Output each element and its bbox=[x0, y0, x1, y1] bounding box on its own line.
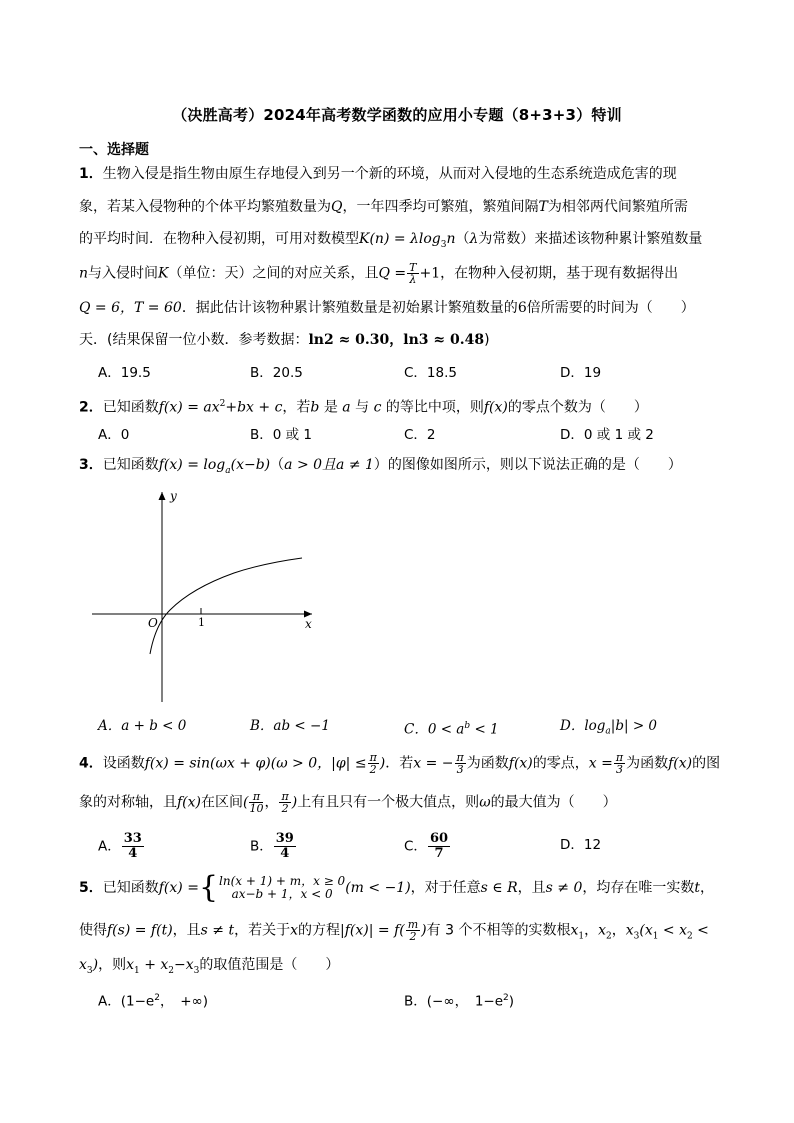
frac-den: 4 bbox=[280, 846, 290, 861]
q5-math: x bbox=[570, 922, 579, 939]
q3-option-d-text: D．log bbox=[560, 718, 606, 734]
q4-text: 为函数 bbox=[626, 755, 669, 772]
q4-option-b-letter: B． bbox=[250, 838, 273, 855]
q3-line-1 bbox=[79, 455, 682, 481]
q1-option-b[interactable]: B．20.5 bbox=[250, 365, 303, 381]
q4-math: ) bbox=[379, 755, 386, 772]
section-heading: 一、选择题 bbox=[79, 142, 149, 158]
q1-text: 与入侵时间 bbox=[88, 265, 159, 282]
q1-math: +1 bbox=[419, 265, 441, 282]
q5-math: ) bbox=[421, 922, 427, 939]
q2-text: 的等比中项，则 bbox=[385, 399, 484, 416]
q4-text: 设函数 bbox=[102, 755, 145, 772]
q4-math: f(x) = sin(ωx + φ)(ω > 0，|φ| ≤ bbox=[144, 755, 367, 772]
q2-math: 2 bbox=[219, 399, 226, 409]
q1-text: ，在物种入侵初期，基于现有数据得出 bbox=[440, 265, 679, 282]
q1-math: ln2 ≈ 0.30，ln3 ≈ 0.48 bbox=[308, 332, 485, 348]
frac-den: 4 bbox=[128, 846, 138, 861]
q1-math: n bbox=[79, 265, 89, 282]
q2-text: 已知函数 bbox=[102, 399, 159, 416]
q5-option-a[interactable] bbox=[98, 988, 208, 1012]
q2-math: b bbox=[310, 399, 320, 416]
q4-math: x = bbox=[588, 755, 613, 772]
q5-text: 有 3 个不相等的实数根 bbox=[426, 922, 571, 939]
q5-math: 2 bbox=[168, 965, 175, 976]
q1-math: n bbox=[446, 231, 456, 247]
q2-option-b[interactable]: B．0 或 1 bbox=[250, 427, 313, 443]
q5-math: f(x) = bbox=[158, 880, 199, 896]
q4-text: 象的对称轴，且 bbox=[79, 794, 177, 811]
q1-line-2 bbox=[79, 197, 688, 217]
frac-num: m bbox=[407, 918, 419, 931]
q5-text: 的取值范围是（ ） bbox=[199, 957, 340, 973]
q4-text: 的最大值为（ ） bbox=[490, 794, 617, 811]
frac-num: 33 bbox=[123, 831, 142, 846]
q3-option-a[interactable]: A．a + b < 0 bbox=[98, 718, 187, 734]
q5-option-b[interactable] bbox=[404, 988, 514, 1012]
q4-fraction bbox=[368, 752, 379, 775]
q5-math: x bbox=[290, 922, 299, 939]
q1-text: 天．(结果保留一位小数．参考数据： bbox=[79, 332, 309, 348]
q5-option-a-tail: ， +∞) bbox=[159, 993, 209, 1010]
q4-math: ( bbox=[243, 794, 249, 811]
q5-text: ，且 bbox=[517, 880, 546, 896]
frac-num: π bbox=[615, 751, 624, 764]
q1-frac-num: T bbox=[409, 261, 417, 274]
q5-math: 3 bbox=[86, 965, 93, 976]
q5-math: 2 bbox=[687, 931, 693, 942]
q1-math: Q = 6，T = 60 bbox=[79, 300, 182, 316]
q1-math: Q bbox=[331, 199, 343, 215]
page-title: （决胜高考）2024年高考数学函数的应用小专题（8+3+3）特训 bbox=[172, 106, 622, 124]
q5-option-b-sup: 2 bbox=[503, 993, 509, 1003]
q4-text: 在区间 bbox=[201, 794, 244, 811]
q4-number: 4． bbox=[79, 755, 103, 772]
q1-math: λ bbox=[469, 231, 479, 247]
q4-option-a-fraction bbox=[122, 832, 144, 861]
q4-fraction bbox=[279, 791, 290, 814]
q5-text: ，则 bbox=[98, 957, 127, 973]
q4-fraction bbox=[249, 791, 263, 814]
q5-math: t bbox=[694, 880, 701, 896]
q3-option-d-tail: |b| > 0 bbox=[610, 718, 658, 734]
q5-text: ，对于任意 bbox=[410, 880, 481, 896]
q1-fraction bbox=[407, 262, 418, 285]
q1-line-4 bbox=[79, 262, 678, 285]
q3-math: a bbox=[225, 465, 231, 476]
q3-option-d-sub: a bbox=[605, 726, 611, 737]
frac-den: 2 bbox=[369, 763, 377, 776]
frac-num: 60 bbox=[429, 831, 449, 846]
q4-math: f(x) bbox=[508, 755, 533, 772]
q5-math: < bbox=[692, 922, 709, 939]
q2-line-1 bbox=[79, 394, 648, 418]
q4-fraction bbox=[455, 752, 466, 775]
q3-option-d[interactable] bbox=[560, 716, 657, 742]
q5-fraction bbox=[406, 919, 420, 942]
q2-math: +bx + c bbox=[225, 399, 283, 416]
q1-text: （ bbox=[455, 231, 470, 247]
q5-math: 2 bbox=[606, 931, 612, 942]
q4-option-b[interactable] bbox=[250, 832, 297, 861]
q4-text: 的零点， bbox=[532, 755, 589, 772]
q3-option-c-text: C．0 < a bbox=[404, 721, 465, 738]
q3-text: ）的图像如图所示，则以下说法正确的是（ ） bbox=[373, 457, 682, 473]
q1-text: 的平均时间．在物种入侵初期，可用对数模型 bbox=[79, 231, 359, 247]
q5-math: 3 bbox=[193, 965, 200, 976]
q5-text: ， bbox=[584, 922, 599, 939]
frac-den: 2 bbox=[281, 802, 289, 815]
q1-line-5 bbox=[79, 298, 695, 318]
q5-text: 已知函数 bbox=[102, 880, 159, 896]
q2-math: a bbox=[342, 399, 351, 416]
q4-line-2 bbox=[79, 791, 617, 814]
q1-option-d[interactable]: D．19 bbox=[560, 365, 602, 381]
q1-text: ．据此估计该物种累计繁殖数量是初始累计繁殖数量的 bbox=[181, 300, 518, 316]
q1-text: 倍所需要的时间为（ ） bbox=[526, 300, 695, 316]
q3-math: f(x) = log bbox=[158, 457, 226, 473]
q1-text: 生物入侵是指生物由原生存地侵入到另一个新的环境，从而对入侵地的生态系统造成危害的现 bbox=[102, 166, 677, 182]
q5-math: + x bbox=[139, 957, 169, 973]
q5-option-b-text: B．(−∞， 1−e bbox=[404, 993, 504, 1010]
q1-text: ) bbox=[484, 332, 490, 348]
q5-math: x bbox=[79, 957, 87, 973]
y-axis-arrow bbox=[159, 492, 166, 500]
q5-option-b-tail: ) bbox=[508, 993, 515, 1010]
q1-text: 象，若某入侵物种的个体平均繁殖数量为 bbox=[79, 199, 331, 215]
q5-line-3 bbox=[79, 955, 339, 981]
q5-math: < x bbox=[658, 922, 687, 939]
frac-num: π bbox=[281, 790, 289, 803]
frac-den: 10 bbox=[249, 802, 264, 815]
q3-text: （ bbox=[270, 457, 285, 473]
q3-math: (x−b) bbox=[230, 457, 271, 473]
log-curve bbox=[150, 558, 302, 654]
q5-math: −x bbox=[174, 957, 194, 973]
q5-math: 1 bbox=[652, 931, 659, 942]
frac-num: π bbox=[249, 791, 263, 803]
q4-text: 为函数 bbox=[466, 755, 509, 772]
q4-math: f(x) bbox=[177, 794, 202, 811]
frac-den: 2 bbox=[409, 930, 417, 943]
q3-number: 3． bbox=[79, 457, 103, 473]
q5-text: ，均存在唯一实数 bbox=[582, 880, 695, 896]
q5-math: 3 bbox=[633, 931, 640, 942]
q5-math: s ∈ R bbox=[480, 880, 518, 896]
q4-option-c-fraction bbox=[428, 832, 450, 861]
q5-math: 1 bbox=[578, 931, 585, 942]
q5-text: ，若关于 bbox=[234, 922, 291, 939]
q5-case-2: ax−b + 1，x < 0 bbox=[231, 887, 333, 901]
y-label: y bbox=[170, 489, 177, 503]
q5-math: s ≠ t bbox=[200, 922, 235, 939]
q2-number: 2． bbox=[79, 399, 103, 416]
q4-math: x = − bbox=[413, 755, 454, 772]
tick-one-label: 1 bbox=[198, 616, 205, 629]
q1-text: 为常数）来描述该物种累计繁殖数量 bbox=[478, 231, 703, 247]
q2-option-a[interactable]: A．0 bbox=[98, 427, 130, 443]
q2-math: c bbox=[373, 399, 382, 416]
q1-line-3 bbox=[79, 229, 702, 255]
q5-text: 使得 bbox=[79, 922, 107, 939]
q1-text: （单位：天）之间的对应关系，且 bbox=[168, 265, 379, 282]
q5-math: (m < −1) bbox=[345, 880, 411, 896]
q1-math: Q = bbox=[378, 265, 407, 282]
q4-text: 上有且只有一个极大值点，则 bbox=[297, 794, 480, 811]
q1-option-c[interactable]: C．18.5 bbox=[404, 365, 457, 381]
q5-math: 1 bbox=[134, 965, 140, 976]
q5-math: x bbox=[126, 957, 135, 973]
q1-text: 为相邻两代间繁殖所需 bbox=[547, 199, 688, 215]
q1-math: T bbox=[538, 199, 548, 215]
q5-option-a-sup: 2 bbox=[154, 993, 160, 1003]
q1-text: ，一年四季均可繁殖，繁殖间隔 bbox=[342, 199, 539, 215]
q1-frac-den: λ bbox=[409, 273, 417, 286]
q4-line-1 bbox=[79, 752, 720, 775]
q3-option-c-sup: b bbox=[464, 721, 471, 731]
q3-math: a > 0且a ≠ 1 bbox=[284, 457, 374, 473]
q3-option-c[interactable] bbox=[404, 716, 499, 740]
q1-math: K bbox=[158, 265, 169, 282]
q1-line-6 bbox=[79, 330, 490, 350]
q5-math: |f(x)| = f( bbox=[340, 922, 405, 939]
q4-fraction bbox=[614, 752, 625, 775]
q5-line-1 bbox=[79, 870, 715, 905]
q4-option-c[interactable] bbox=[404, 832, 451, 861]
q5-math: s ≠ 0 bbox=[545, 880, 583, 896]
q2-option-d[interactable]: D．0 或 1 或 2 bbox=[560, 427, 654, 443]
q2-text: 与 bbox=[355, 399, 370, 416]
q1-math: K(n) = λlog bbox=[359, 231, 441, 247]
q5-text: 的方程 bbox=[298, 922, 341, 939]
q4-option-b-fraction bbox=[274, 832, 296, 861]
q4-math: f(x) bbox=[668, 755, 693, 772]
q5-text: ， bbox=[611, 922, 626, 939]
frac-den: 7 bbox=[434, 846, 444, 861]
q5-line-2 bbox=[79, 919, 709, 946]
q5-math: (x bbox=[639, 922, 653, 939]
q4-option-a[interactable] bbox=[98, 832, 145, 861]
q3-text: 已知函数 bbox=[102, 457, 159, 473]
q5-math: ) bbox=[92, 957, 99, 973]
q5-math: x bbox=[625, 922, 634, 939]
frac-num: π bbox=[369, 751, 377, 764]
q2-text: 是 bbox=[323, 399, 338, 416]
q2-math: f(x) = ax bbox=[158, 399, 220, 416]
q1-line-1 bbox=[79, 164, 677, 184]
frac-num: 39 bbox=[275, 831, 294, 846]
q4-option-d[interactable]: D．12 bbox=[560, 837, 602, 853]
q3-option-b[interactable]: B．ab < −1 bbox=[250, 718, 330, 734]
q5-math: f(s) = f(t) bbox=[107, 922, 173, 939]
q5-piecewise bbox=[198, 870, 346, 905]
q4-text: ， bbox=[264, 794, 279, 811]
q5-option-a-text: A．(1−e bbox=[98, 993, 155, 1010]
q2-math: f(x) bbox=[483, 399, 508, 416]
q1-math: 3 bbox=[440, 239, 447, 250]
q4-math: ) bbox=[291, 794, 298, 811]
q3-graph bbox=[88, 484, 320, 706]
q1-math: 6 bbox=[517, 300, 527, 316]
q4-option-a-letter: A． bbox=[98, 838, 121, 855]
q2-option-c[interactable]: C．2 bbox=[404, 427, 436, 443]
q3-option-c-tail: < 1 bbox=[474, 721, 499, 738]
q5-case-1: ln(x + 1) + m，x ≥ 0 bbox=[219, 874, 346, 888]
q4-math: ω bbox=[479, 794, 491, 811]
q4-text: ．若 bbox=[385, 755, 414, 772]
q1-number: 1． bbox=[79, 166, 103, 182]
q2-text: 的零点个数为（ ） bbox=[507, 399, 648, 416]
q5-number: 5． bbox=[79, 880, 103, 896]
q5-math: x bbox=[598, 922, 606, 939]
frac-den: 3 bbox=[615, 763, 623, 776]
q2-text: ，若 bbox=[282, 399, 311, 416]
q4-text: 的图 bbox=[692, 755, 721, 772]
q4-option-c-letter: C． bbox=[404, 838, 427, 855]
q1-option-a[interactable]: A．19.5 bbox=[98, 365, 151, 381]
brace-icon: { bbox=[198, 870, 219, 905]
frac-num: π bbox=[456, 751, 464, 764]
q5-text: ，且 bbox=[172, 922, 201, 939]
x-label: x bbox=[305, 617, 312, 631]
q5-cases bbox=[219, 875, 345, 901]
origin-label: O bbox=[148, 616, 158, 630]
frac-den: 3 bbox=[456, 763, 464, 776]
q5-text: ， bbox=[700, 880, 715, 896]
